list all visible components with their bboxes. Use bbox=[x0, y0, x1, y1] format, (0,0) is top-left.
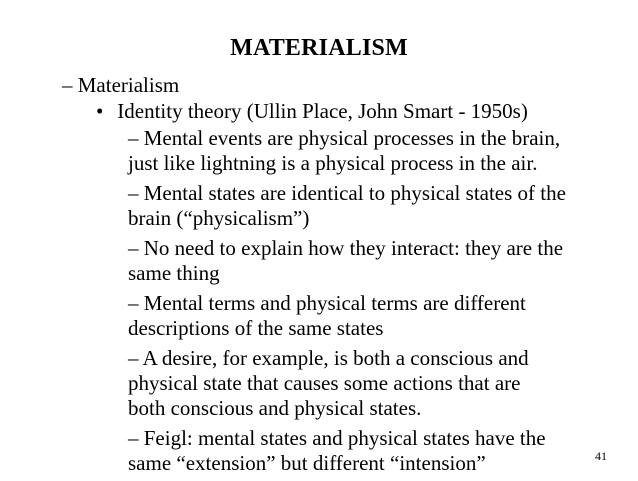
dash-marker: – bbox=[128, 346, 139, 370]
subitem-line: both conscious and physical states. bbox=[128, 396, 422, 420]
level2-text: Identity theory (Ullin Place, John Smart - 1950s) bbox=[117, 99, 528, 123]
dash-marker: – bbox=[128, 236, 139, 260]
subitem bbox=[128, 236, 598, 286]
subitem-line: – No need to explain how they interact: they are the bbox=[128, 236, 564, 260]
dash-marker: – bbox=[128, 291, 139, 315]
bullet-marker: • bbox=[96, 99, 104, 123]
subitem-line: just like lightning is a physical process in the air. bbox=[128, 151, 538, 175]
slide-title: MATERIALISM bbox=[230, 35, 408, 61]
level2-bullet bbox=[96, 98, 528, 124]
subitem bbox=[128, 426, 598, 476]
subitem-line: physical state that causes some actions that are bbox=[128, 371, 521, 395]
subitem-list bbox=[128, 126, 598, 481]
subitem bbox=[128, 181, 598, 231]
subitem-line: descriptions of the same states bbox=[128, 316, 384, 340]
subitem-line: – Mental events are physical processes in the brain, bbox=[128, 126, 561, 150]
subitem bbox=[128, 346, 598, 421]
page-number: 41 bbox=[595, 449, 607, 463]
dash-marker: – bbox=[62, 73, 73, 97]
level1-bullet bbox=[62, 72, 179, 98]
subitem-line: same “extension” but different “intension” bbox=[128, 451, 486, 475]
subitem-line: – A desire, for example, is both a conscious and bbox=[128, 346, 529, 370]
subitem bbox=[128, 126, 598, 176]
subitem bbox=[128, 291, 598, 341]
subitem-line: – Mental states are identical to physical states of the bbox=[128, 181, 566, 205]
subitem-line: same thing bbox=[128, 261, 220, 285]
subitem-line: – Feigl: mental states and physical states have the bbox=[128, 426, 546, 450]
dash-marker: – bbox=[128, 181, 139, 205]
dash-marker: – bbox=[128, 126, 139, 150]
subitem-line: brain (“physicalism”) bbox=[128, 206, 310, 230]
subitem-line: – Mental terms and physical terms are different bbox=[128, 291, 526, 315]
dash-marker: – bbox=[128, 426, 139, 450]
level1-text: Materialism bbox=[77, 73, 180, 97]
